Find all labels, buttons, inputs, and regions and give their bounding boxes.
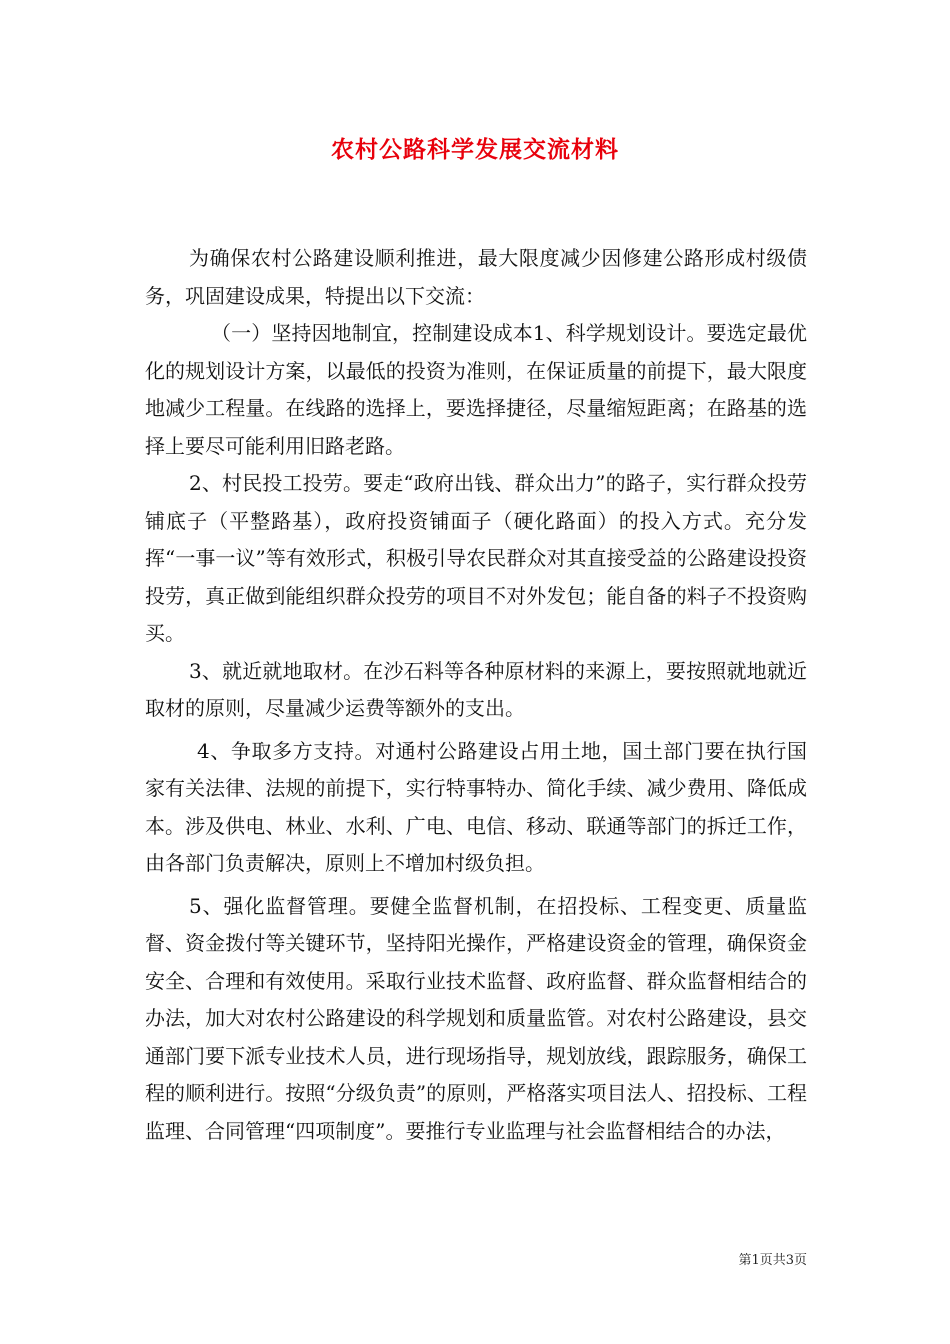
- document-title: 农村公路科学发展交流材料: [331, 136, 619, 163]
- paragraph-item-4: 4、争取多方支持。对通村公路建设占用土地，国土部门要在执行国家有关法律、法规的前提下，实行特事特办、简化手续、减少费用、降低成本。涉及供电、林业、水利、广电、电信、移动、联通等部门的拆迁工作，由各部门负责解决，原则上不增加村级负担。: [145, 738, 807, 875]
- paragraph-intro: 为确保农村公路建设顺利推进，最大限度减少因修建公路形成村级债务，巩固建设成果，特提出以下交流：: [145, 246, 807, 308]
- paragraph-section-1: （一）坚持因地制宜，控制建设成本1、科学规划设计。要选定最优化的规划设计方案，以最低的投资为准则，在保证质量的前提下，最大限度地减少工程量。在线路的选择上，要选择捷径，尽量缩短距离；在路基的选择上要尽可能利用旧路老路。: [145, 321, 807, 458]
- document-body: [145, 240, 807, 1150]
- paragraph-item-5: 5、强化监督管理。要健全监督机制，在招投标、工程变更、质量监督、资金拨付等关键环节，坚持阳光操作，严格建设资金的管理，确保资金安全、合理和有效使用。采取行业技术监督、政府监督、群众监督相结合的办法，加大对农村公路建设的科学规划和质量监管。对农村公路建设，县交通部门要下派专业技术人员，进行现场指导，规划放线，跟踪服务，确保工程的顺利进行。按照“分级负责”的原则，严格落实项目法人、招投标、工程监理、合同管理“四项制度”。要推行专业监理与社会监督相结合的办法，: [145, 893, 807, 1143]
- paragraph-item-2: 2、村民投工投劳。要走“政府出钱、群众出力”的路子，实行群众投劳铺底子（平整路基），政府投资铺面子（硬化路面）的投入方式。充分发挥“一事一议”等有效形式，积极引导农民群众对其直接受益的公路建设投资投劳，真正做到能组织群众投劳的项目不对外发包；能自备的料子不投资购买。: [145, 471, 807, 645]
- page-number: 第1页共3页: [738, 1253, 807, 1268]
- paragraph-item-3: 3、就近就地取材。在沙石料等各种原材料的来源上，要按照就地就近取材的原则，尽量减少运费等额外的支出。: [145, 658, 807, 720]
